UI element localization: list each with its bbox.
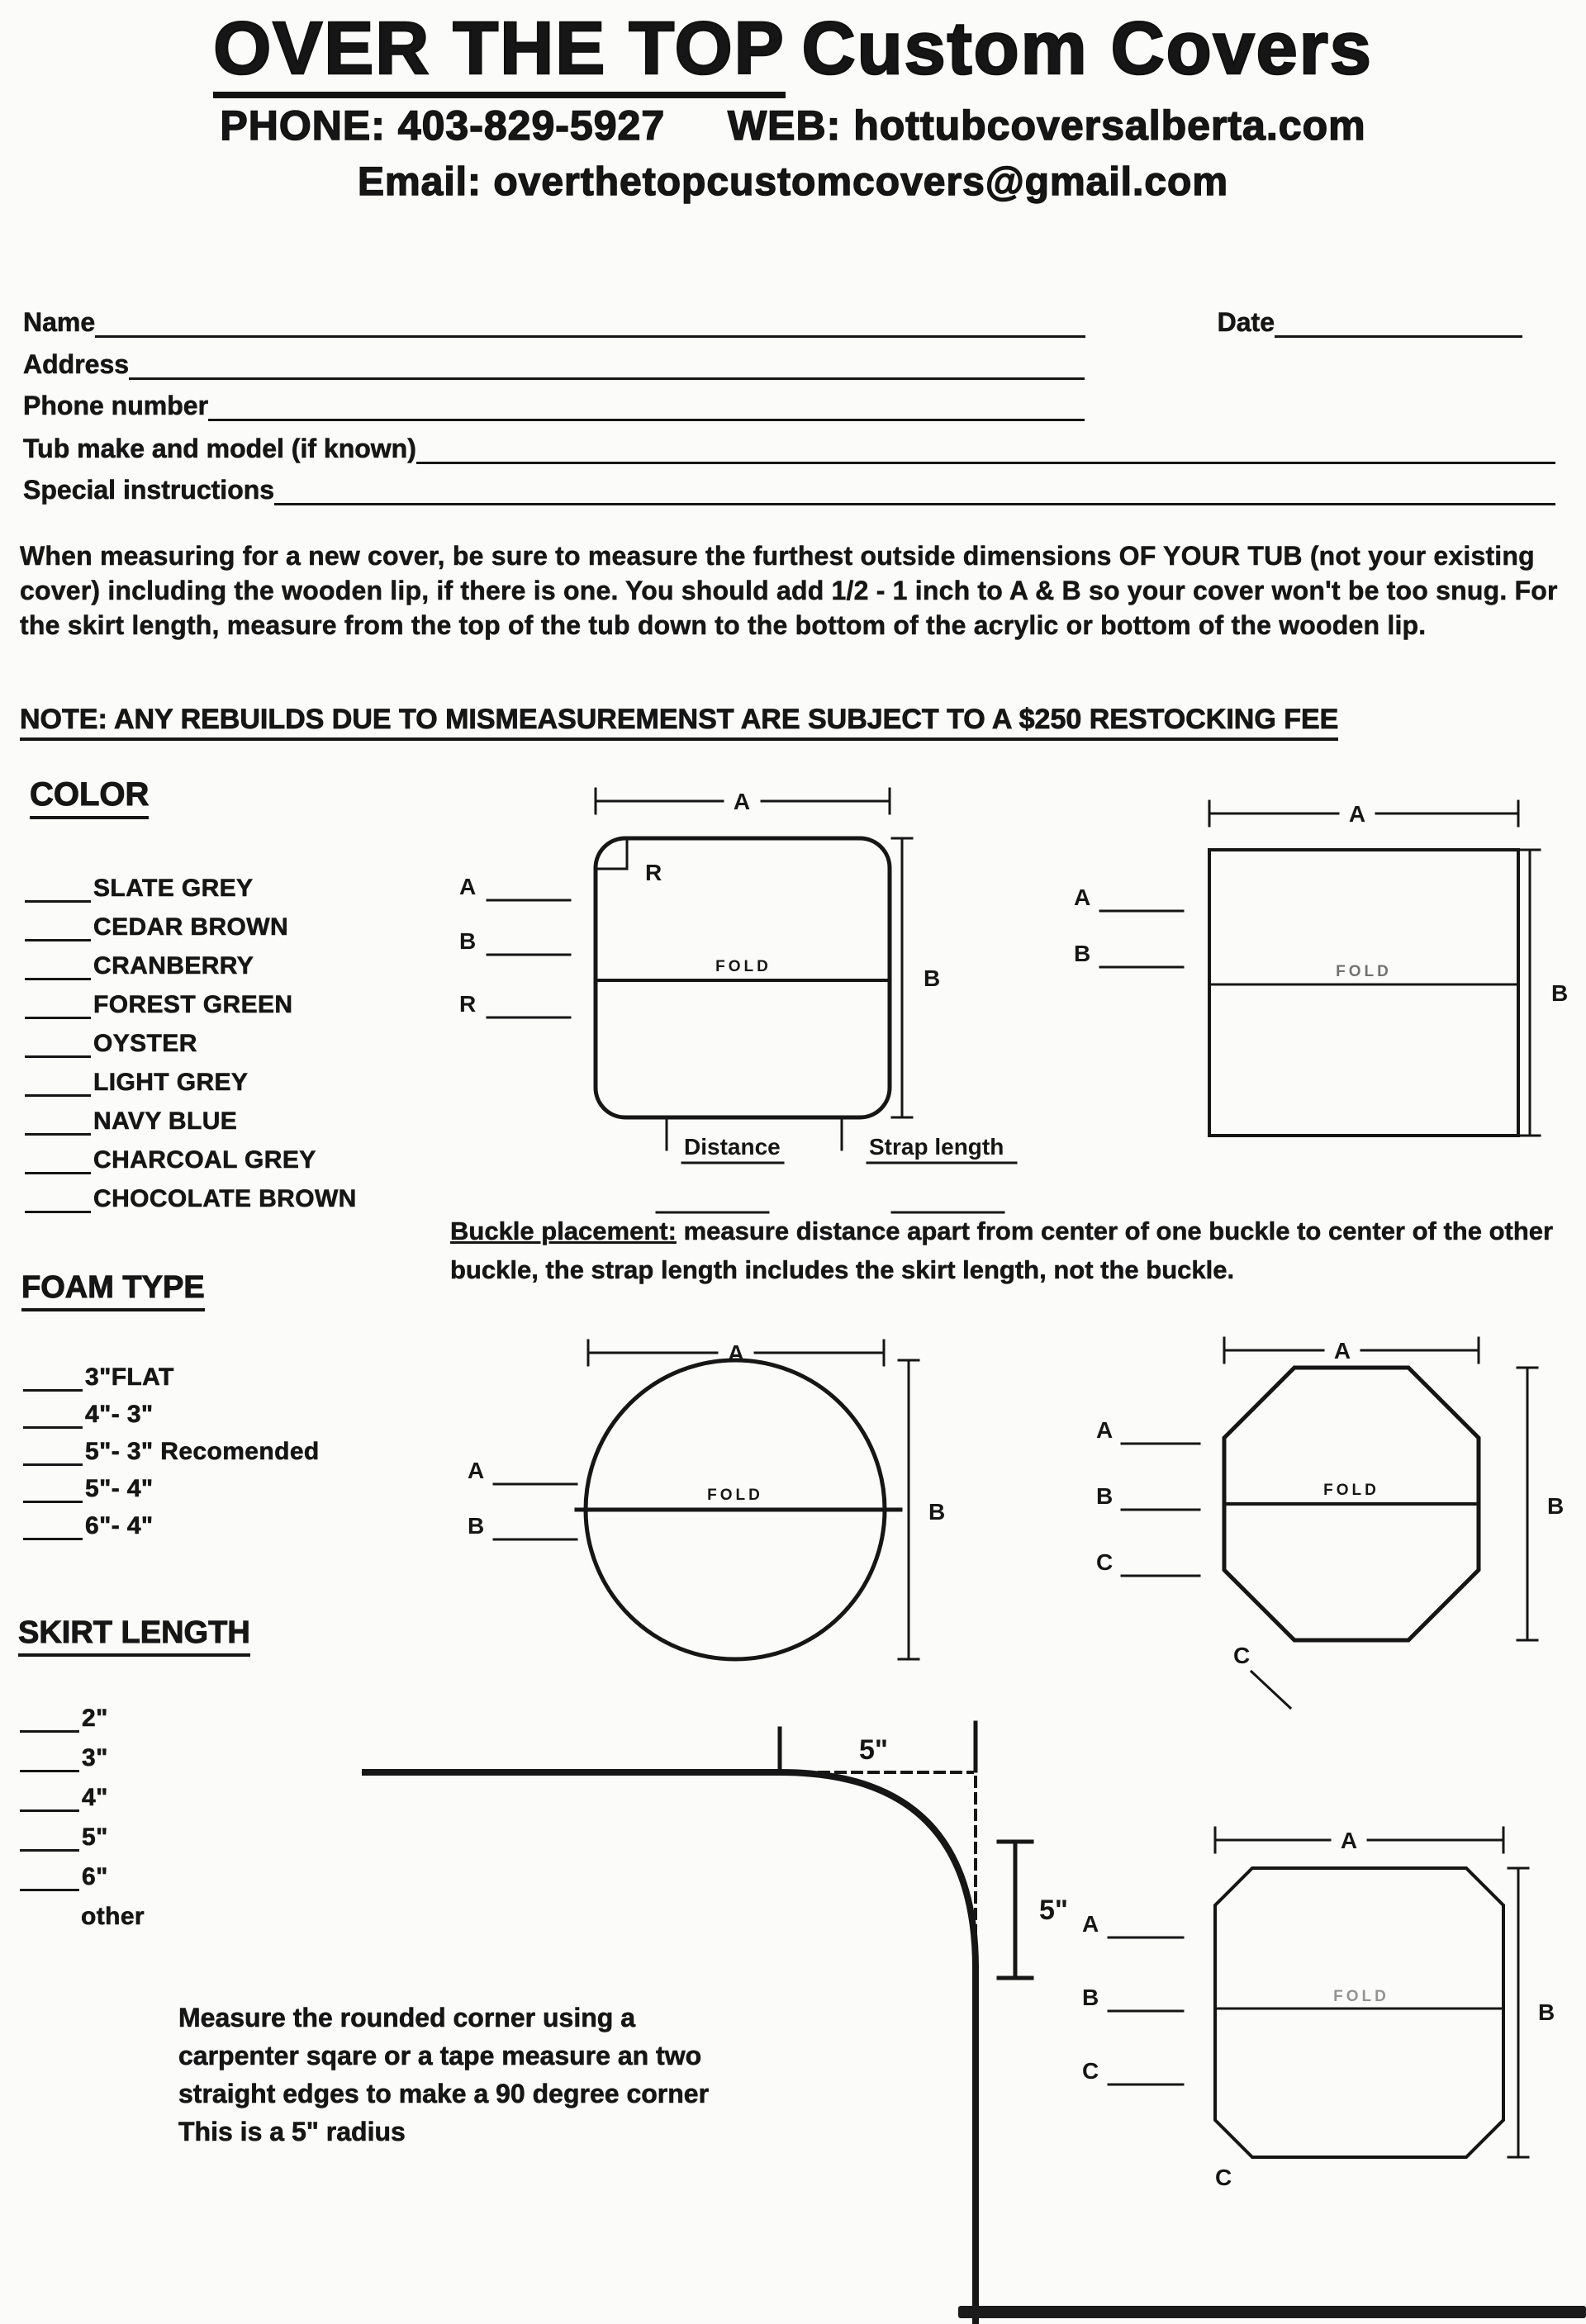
color-option [25, 1174, 357, 1213]
email-line [0, 159, 1586, 205]
foam-option [23, 1503, 320, 1540]
checkbox-blank [23, 1367, 83, 1392]
tub-make-label: Tub make and model (if known) [23, 434, 416, 463]
checkbox-blank [25, 1070, 91, 1097]
color-option [25, 864, 357, 903]
checkbox-blank [25, 915, 91, 941]
dim-b-label: B [459, 928, 477, 954]
checkbox-blank [23, 1478, 83, 1503]
date-label: Date [1217, 307, 1275, 337]
foam-option [23, 1392, 320, 1429]
square-corner-dashed [786, 1772, 976, 1974]
measure-write-blanks [459, 874, 570, 1017]
web-label: WEB: [727, 102, 842, 149]
checkbox-blank [25, 1187, 91, 1213]
dim-a-label: A [727, 1340, 745, 1366]
dimension-b [1517, 1368, 1564, 1640]
dim-a-label: A [468, 1458, 485, 1483]
skirt-option-other [20, 1891, 145, 1931]
color-option-label: OYSTER [93, 1030, 197, 1057]
dim-b-label: B [1538, 1999, 1555, 2025]
checkbox-blank [20, 1708, 79, 1733]
dimension-b [899, 1360, 945, 1659]
color-option-label: NAVY BLUE [93, 1107, 238, 1135]
measure-write-blanks [1074, 885, 1183, 967]
dim-a-label: A [733, 789, 751, 814]
phone-number-label: Phone number [23, 391, 209, 420]
color-option [25, 980, 357, 1019]
skirt-options [20, 1693, 145, 1931]
buckle-placement-label: Buckle placement: [450, 1217, 677, 1245]
buckle-placement-text: measure distance apart from center of one buckle to center of the other buckle, the strap length includes the skirt length, not the buckle. [450, 1217, 1554, 1284]
checkbox-blank [23, 1441, 83, 1466]
color-option-label: CRANBERRY [93, 952, 254, 979]
corner-measure-note [178, 1999, 709, 2151]
name-date-row [23, 300, 1522, 338]
buckle-placement-note [450, 1212, 1574, 1289]
email-address: overthetopcustomcovers@gmail.com [493, 160, 1229, 204]
diagram-octagon-cover [1074, 1321, 1586, 1726]
skirt-option-label: 5" [82, 1824, 108, 1851]
color-option-label: CEDAR BROWN [93, 913, 289, 941]
cover-outline [1209, 850, 1518, 1136]
dim-a-label: A [1082, 1911, 1099, 1937]
color-option [25, 1097, 357, 1136]
measure-write-blanks [1082, 1911, 1183, 2084]
diagram-round-cover [446, 1321, 983, 1710]
color-option-label: CHARCOAL GREY [93, 1146, 316, 1174]
dim-b-label: B [1547, 1493, 1565, 1519]
company-name-rest: Custom Covers [801, 7, 1373, 90]
dim-a-label: A [1074, 885, 1091, 910]
measure-write-blanks [1096, 1417, 1199, 1576]
chamfer-c-label: C [1215, 2165, 1232, 2190]
foam-option [23, 1466, 320, 1503]
fold-label: FOLD [715, 958, 772, 975]
dim-c-label: C [1096, 1549, 1114, 1575]
dimension-b [892, 838, 940, 1117]
color-option-label: LIGHT GREY [93, 1069, 249, 1096]
address-write-line [129, 347, 1085, 380]
foam-section-heading: FOAM TYPE [21, 1270, 205, 1306]
color-option-label: FOREST GREEN [93, 991, 293, 1018]
dim-b-label: B [468, 1513, 485, 1539]
color-option [25, 941, 357, 980]
cover-outline [1215, 1868, 1503, 2157]
corner-note-line: Measure the rounded corner using a [178, 2003, 635, 2032]
distance-label: Distance [684, 1134, 781, 1160]
checkbox-blank [23, 1515, 83, 1540]
dim-r-label: R [459, 991, 477, 1017]
foam-option-label: 5"- 4" [85, 1475, 154, 1502]
skirt-section-heading: SKIRT LENGTH [18, 1615, 250, 1651]
corner-note-line: This is a 5" radius [178, 2117, 406, 2146]
phone-row [23, 383, 1085, 421]
diagram-square-cover [1057, 793, 1586, 1181]
phone-label: PHONE: [220, 102, 386, 149]
dimension-a [1224, 1338, 1479, 1364]
checkbox-blank [25, 954, 91, 980]
dim-b-label: B [928, 1499, 946, 1525]
checkbox-blank [20, 1787, 79, 1812]
checkbox-blank [25, 1148, 91, 1174]
diagram-rounded-square-cover [446, 776, 1033, 1239]
color-options [25, 864, 357, 1213]
restocking-fee-note: NOTE: ANY REBUILDS DUE TO MISMEASUREMENST ARE SUBJECT TO A $250 RESTOCKING FEE [20, 704, 1338, 736]
company-name-underlined: OVER THE TOP [213, 7, 785, 98]
date-write-line [1275, 305, 1522, 338]
dim-b-label: B [1096, 1483, 1114, 1509]
scan-edge-artifact [958, 2306, 1586, 2318]
name-label: Name [23, 307, 96, 337]
dim-b-label: B [1551, 980, 1569, 1006]
dimension-b [1508, 1868, 1555, 2157]
checkbox-blank [20, 1827, 79, 1852]
five-inch-label: 5" [859, 1734, 889, 1766]
dim-a-label: A [1340, 1828, 1358, 1853]
foam-option-label: 3"FLAT [85, 1364, 174, 1391]
chamfer-c-mark [1233, 1643, 1290, 1708]
contact-line [0, 102, 1586, 149]
skirt-option [20, 1693, 145, 1733]
foam-options [23, 1354, 320, 1540]
color-option [25, 903, 357, 941]
strap-length-label: Strap length [869, 1134, 1004, 1160]
measure-write-blanks [468, 1458, 577, 1539]
dim-a-label: A [1333, 1338, 1351, 1364]
checkbox-blank [23, 1404, 83, 1429]
foam-option-label: 5"- 3" Recomended [85, 1438, 320, 1465]
color-option-label: CHOCOLATE BROWN [93, 1185, 357, 1212]
fold-label: FOLD [1323, 1482, 1379, 1499]
color-section-heading: COLOR [30, 776, 149, 813]
fold-label: FOLD [1336, 963, 1392, 980]
dim-a-label: A [1096, 1417, 1114, 1443]
checkbox-blank [25, 1109, 91, 1136]
address-row [23, 342, 1085, 380]
foam-option-label: 6"- 4" [85, 1512, 154, 1539]
checkbox-blank [20, 1866, 79, 1891]
foam-option [23, 1429, 320, 1466]
dimension-b [1520, 850, 1568, 1136]
dimension-a [1215, 1828, 1503, 1853]
email-label: Email: [357, 160, 482, 204]
skirt-option [20, 1772, 145, 1812]
skirt-option-label: 4" [82, 1784, 108, 1811]
color-option [25, 1019, 357, 1058]
special-instructions-row [23, 467, 1555, 505]
dimension-a [596, 789, 890, 814]
dim-b-label: B [924, 965, 941, 991]
company-name [0, 7, 1586, 92]
dim-b-label: B [1082, 1985, 1099, 2010]
fold-label: FOLD [707, 1487, 763, 1504]
skirt-option [20, 1812, 145, 1852]
color-option [25, 1136, 357, 1174]
web-url: hottubcoversalberta.com [853, 102, 1366, 149]
checkbox-blank [20, 1748, 79, 1772]
color-option [25, 1058, 357, 1097]
skirt-option-label: 3" [82, 1744, 108, 1771]
skirt-option-label: 6" [82, 1863, 108, 1890]
fold-label: FOLD [1333, 1988, 1389, 2005]
dim-c-label: C [1233, 1643, 1251, 1668]
color-option-label: SLATE GREY [93, 875, 254, 902]
five-inch-label: 5" [1039, 1895, 1069, 1926]
cover-outline [596, 838, 890, 1117]
checkbox-blank [25, 1032, 91, 1058]
corner-note-line: straight edges to make a 90 degree corner [178, 2079, 710, 2108]
name-write-line [95, 305, 1085, 338]
foam-option [23, 1354, 320, 1392]
dimension-a [1209, 801, 1518, 827]
skirt-other-label: other [81, 1903, 145, 1930]
dim-a-label: A [1348, 801, 1366, 827]
special-instructions-write-line [274, 472, 1555, 505]
form-header [0, 7, 1586, 205]
skirt-option-label: 2" [82, 1705, 108, 1732]
foam-option-label: 4"- 3" [85, 1401, 154, 1428]
checkbox-blank [25, 876, 91, 903]
corner-note-line: carpenter sqare or a tape measure an two [178, 2041, 702, 2070]
address-label: Address [23, 349, 130, 379]
measuring-instructions: When measuring for a new cover, be sure to measure the furthest outside dimensions OF YOUR TUB (not your existing cover) including the wooden lip, if there is one. You should add 1/2 - 1 inch to A & B so your cover won't be too snug. For the skirt length, measure from the top of the tub down to the bottom of the acrylic or bottom of the wooden lip. [20, 541, 1558, 641]
dim-a-label: A [459, 874, 477, 899]
dim-r-label: R [645, 860, 662, 885]
phone-write-line [208, 388, 1085, 421]
dim-c-label: C [1082, 2058, 1099, 2084]
checkbox-blank [25, 993, 91, 1019]
special-instructions-label: Special instructions [23, 475, 275, 505]
diagram-chamfered-square-cover [1057, 1817, 1586, 2238]
tub-make-write-line [416, 431, 1555, 464]
tub-make-row [23, 426, 1555, 464]
phone-number: 403-829-5927 [397, 102, 666, 149]
skirt-option [20, 1852, 145, 1891]
dim-b-label: B [1074, 941, 1091, 966]
skirt-option [20, 1733, 145, 1772]
radius-top-dimension [780, 1723, 976, 1771]
